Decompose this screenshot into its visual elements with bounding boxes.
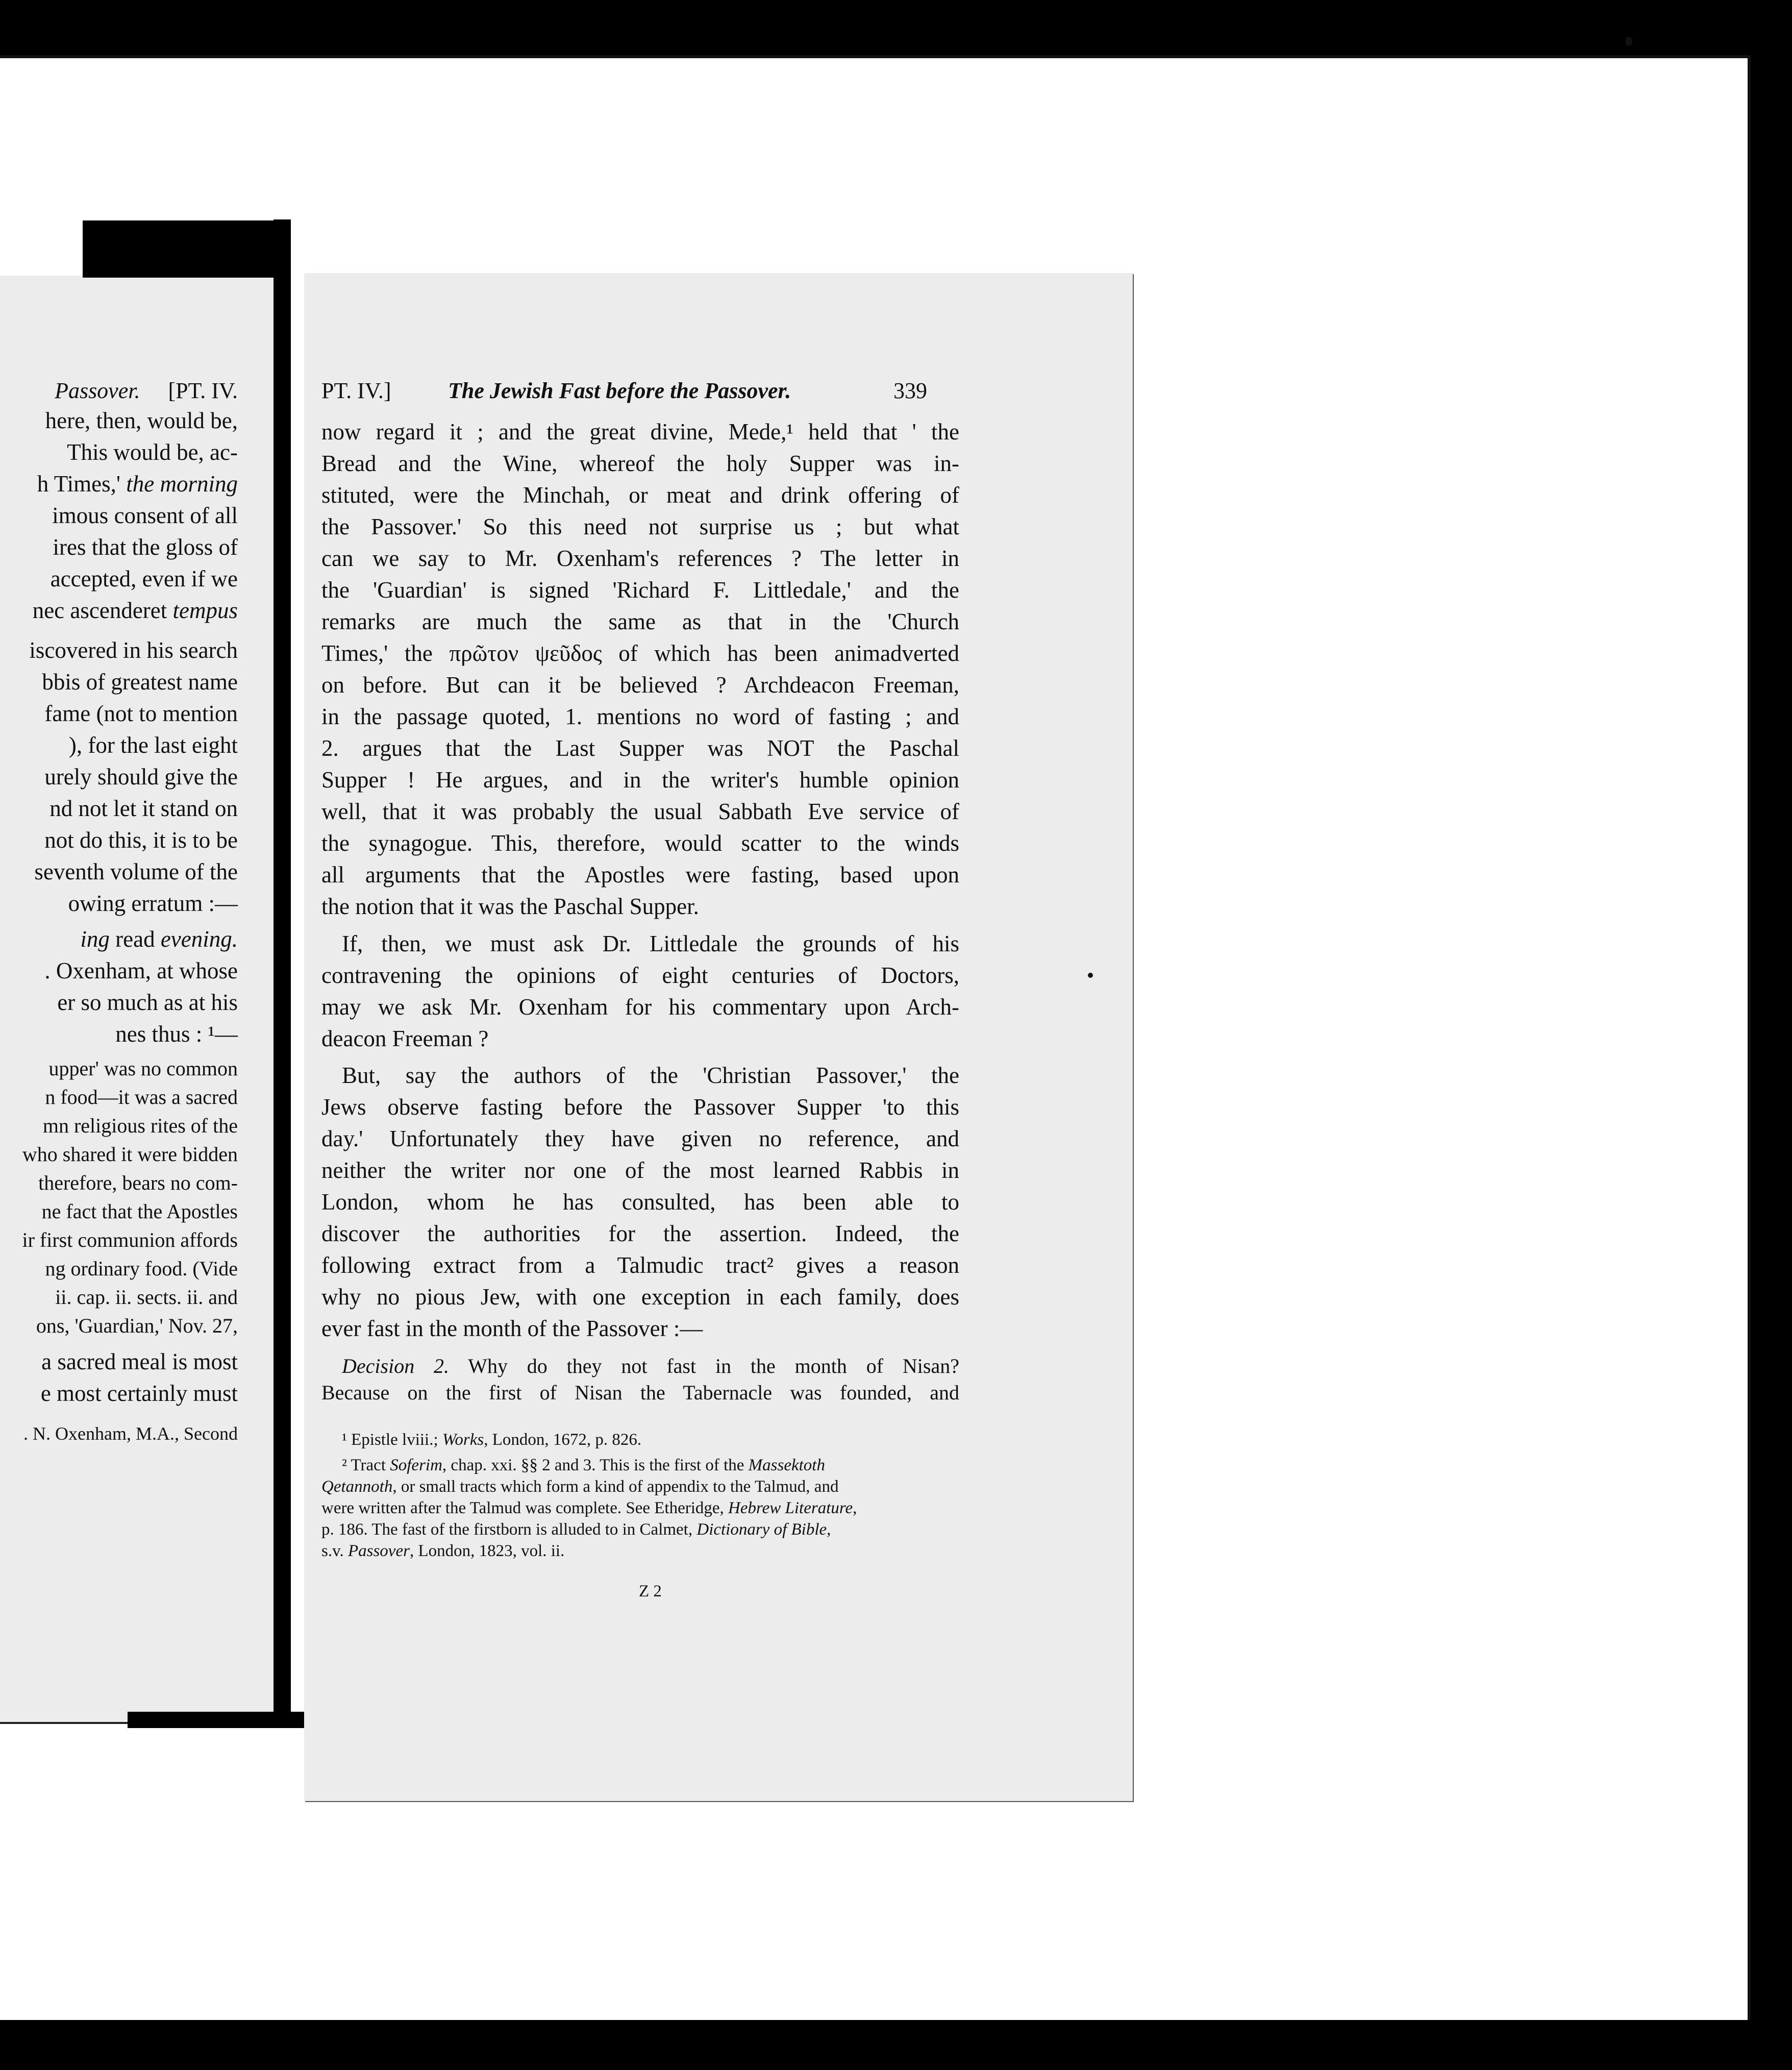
left-text-italic: evening. — [160, 926, 238, 952]
left-text-run: ires that the gloss of — [53, 534, 238, 560]
left-text-run: upper' was no common — [48, 1057, 238, 1080]
right-text-run: the 'Guardian' is signed 'Richard F. Littledale,' and the — [321, 577, 959, 603]
left-text-line — [49, 1056, 238, 1080]
right-text-run: London, whom he has consulted, has been able to — [321, 1189, 959, 1215]
footnote-run: , London, 1823, vol. ii. — [409, 1542, 565, 1560]
left-text-run: . Oxenham, at whose — [44, 958, 238, 983]
right-text-line — [321, 1094, 959, 1120]
footnote-run: , — [827, 1520, 831, 1539]
right-text-run: well, that it was probably the usual Sabbath Eve service of — [321, 799, 959, 824]
right-text-line — [321, 672, 959, 698]
right-text-run: may we ask Mr. Oxenham for his commentary upon Arch- — [321, 994, 959, 1020]
footnote-run: p. 186. The fast of the firstborn is alluded to in Calmet, — [321, 1520, 697, 1539]
footnote-italic: Hebrew Literature — [728, 1499, 853, 1517]
right-text-run: But, say the authors of the 'Christian Passover,' the — [342, 1063, 959, 1088]
footnote-italic: Soferim — [390, 1456, 442, 1474]
right-text-run: stituted, were the Minchah, or meat and drink offering of — [321, 482, 959, 508]
right-text-line — [321, 1220, 959, 1247]
right-text-line — [321, 798, 959, 825]
right-text-run: why no pious Jew, with one exception in each family, does — [321, 1284, 959, 1310]
right-text-line — [321, 1157, 959, 1184]
footnote-italic: Massektoth — [748, 1456, 825, 1474]
right-text-run: day.' Unfortunately they have given no reference, and — [321, 1126, 959, 1151]
left-text-line — [43, 1114, 238, 1138]
left-page — [0, 276, 275, 1724]
right-text-run: on before. But can it be believed ? Archdeacon Freeman, — [321, 672, 959, 698]
left-text-line — [44, 827, 238, 853]
footnote-line — [342, 1456, 825, 1475]
left-text-line — [52, 502, 238, 529]
left-text-run: n food—it was a sacred — [45, 1086, 238, 1108]
left-text-run: nd not let it stand on — [49, 796, 238, 821]
right-text-line — [321, 1252, 959, 1278]
left-text-line — [45, 407, 238, 434]
left-text-line — [38, 1171, 238, 1195]
left-text-line — [22, 1142, 238, 1166]
left-running-head — [55, 378, 238, 404]
left-text-run: ir first communion affords — [22, 1228, 238, 1251]
left-text-line — [45, 1256, 238, 1280]
left-text-line — [36, 1314, 238, 1338]
left-text-italic: ing — [80, 926, 110, 952]
right-text-line — [321, 1284, 959, 1310]
decision-label: Decision 2. — [342, 1354, 450, 1377]
footnote-italic: Dictionary of Bible — [696, 1520, 827, 1539]
right-text-line — [321, 450, 959, 477]
left-text-run: fame (not to mention — [44, 701, 238, 726]
left-text-line — [29, 637, 238, 663]
left-text-line — [42, 669, 238, 695]
left-text-line — [42, 1199, 238, 1223]
right-text-line — [321, 418, 959, 445]
left-text-run: bbis of greatest name — [42, 669, 238, 695]
left-text-line — [45, 1085, 238, 1109]
footnote-run: , chap. xxi. §§ 2 and 3. This is the first of the — [442, 1456, 749, 1474]
scanner-frame-top — [0, 0, 1792, 57]
left-text-line — [115, 1021, 238, 1047]
right-text-line — [321, 830, 959, 856]
right-text-line — [342, 1062, 959, 1089]
left-text-run: nes thus : ¹— — [115, 1021, 238, 1047]
right-text-line — [321, 703, 959, 730]
left-text-run: iscovered in his search — [29, 637, 238, 663]
footnote-run: , or small tracts which form a kind of appendix to the Talmud, and — [392, 1477, 839, 1496]
right-text-run: discover the authorities for the assertion. Indeed, the — [321, 1221, 959, 1246]
page-number: 339 — [893, 378, 927, 403]
left-text-line — [51, 565, 238, 592]
footnote-line — [342, 1431, 641, 1449]
right-text-run: all arguments that the Apostles were fasting, based upon — [321, 862, 959, 888]
right-text-run: 2. argues that the Last Supper was NOT the Paschal — [321, 735, 959, 761]
left-text-run: This would be, ac- — [67, 439, 238, 465]
right-text-line — [321, 1189, 959, 1215]
left-text-line — [34, 858, 238, 885]
book-spine-divider — [273, 219, 291, 1715]
right-text-run: deacon Freeman ? — [321, 1026, 489, 1051]
left-text-italic: tempus — [172, 598, 238, 623]
right-text-line — [321, 577, 959, 603]
left-text-line — [33, 597, 238, 624]
right-text-run: Jews observe fasting before the Passover Supper 'to this — [321, 1094, 959, 1120]
right-text-line — [321, 735, 959, 761]
left-text-run: . N. Oxenham, M.A., Second — [23, 1423, 238, 1444]
left-text-run: ne fact that the Apostles — [41, 1200, 238, 1223]
left-text-run: ii. cap. ii. sects. ii. and — [55, 1286, 238, 1309]
right-text-run: ever fast in the month of the Passover :— — [321, 1316, 703, 1341]
footnote-run: ¹ Epistle lviii.; — [342, 1431, 442, 1449]
left-text-run: read — [109, 926, 161, 952]
left-text-line — [68, 890, 238, 917]
left-running-title: Passover. — [55, 378, 140, 403]
left-text-run: ), for the last eight — [68, 732, 238, 758]
right-text-line — [321, 1025, 959, 1052]
right-text-run: If, then, we must ask Dr. Littledale the grounds of his — [342, 931, 959, 956]
left-text-line — [37, 471, 238, 497]
right-text-run: following extract from a Talmudic tract² gives a reason — [321, 1252, 959, 1278]
footnote-line — [321, 1542, 564, 1561]
footnote-run: were written after the Talmud was complete. See Etheridge, — [321, 1499, 729, 1517]
right-text-line — [321, 861, 959, 888]
right-text-run: can we say to Mr. Oxenham's references ? The letter in — [321, 546, 959, 571]
right-text-line — [321, 608, 959, 635]
right-text-run: the Passover.' So this need not surprise us ; but what — [321, 514, 959, 539]
left-text-line — [41, 1380, 238, 1407]
binding-tab — [83, 220, 285, 278]
footnote-italic: Passover — [347, 1542, 410, 1560]
footnote-run: , London, 1672, p. 826. — [484, 1431, 642, 1449]
right-text-line — [321, 513, 959, 540]
left-part-label: [PT. IV. — [168, 378, 238, 403]
left-text-run: here, then, would be, — [45, 408, 238, 433]
right-text-run: Bread and the Wine, whereof the holy Supper was in- — [321, 451, 959, 476]
right-text-line — [342, 1354, 959, 1378]
left-text-line — [55, 1285, 238, 1309]
right-text-line — [321, 1381, 959, 1404]
right-text-run: contravening the opinions of eight centuries of Doctors, — [321, 963, 959, 988]
left-text-run: mn religious rites of the — [42, 1114, 238, 1137]
left-text-run: seventh volume of the — [34, 859, 238, 884]
left-text-line — [53, 534, 238, 560]
right-text-run: Because on the first of Nisan the Tabernacle was founded, and — [321, 1381, 959, 1404]
left-text-line — [49, 795, 238, 822]
footnote-run: s.v. — [321, 1542, 348, 1560]
right-text-run: the synagogue. This, therefore, would scatter to the winds — [321, 830, 959, 856]
footnote-italic: Works — [442, 1431, 484, 1449]
left-text-line — [41, 1348, 238, 1375]
left-text-run: accepted, even if we — [50, 566, 238, 592]
right-text-line — [321, 767, 959, 793]
right-text-run: Times,' the πρῶτον ψεῦδος of which has been animadverted — [321, 640, 959, 666]
left-text-line — [23, 1423, 238, 1444]
right-text-line — [321, 545, 959, 572]
right-text-line — [321, 640, 959, 667]
left-text-run: ons, 'Guardian,' Nov. 27, — [36, 1314, 238, 1337]
footnote-italic: Qetannoth — [321, 1477, 393, 1496]
left-text-line — [44, 957, 238, 984]
right-text-line — [321, 1125, 959, 1152]
left-text-run: er so much as at his — [57, 990, 238, 1015]
right-text-run: in the passage quoted, 1. mentions no word of fasting ; and — [321, 704, 959, 729]
left-text-line — [67, 439, 238, 465]
left-text-italic: the morning — [126, 471, 238, 497]
right-part-label: PT. IV.] — [321, 378, 391, 403]
right-running-title: The Jewish Fast before the Passover. — [448, 378, 791, 403]
left-text-run: not do this, it is to be — [44, 827, 238, 853]
right-text-line — [321, 893, 959, 920]
right-text-line — [321, 994, 959, 1020]
left-text-line — [44, 763, 238, 790]
signature-mark: Z 2 — [639, 1582, 662, 1600]
left-text-line — [22, 1228, 238, 1252]
footnote-line — [321, 1477, 838, 1496]
left-text-run: therefore, bears no com- — [38, 1171, 238, 1194]
footnote-run: , — [853, 1499, 857, 1517]
right-text-line — [342, 930, 959, 957]
right-text-run: neither the writer nor one of the most learned Rabbis in — [321, 1157, 959, 1183]
left-text-run: who shared it were bidden — [22, 1143, 238, 1166]
right-text-run: now regard it ; and the great divine, Mede,¹ held that ' the — [321, 419, 959, 445]
scanner-frame-bottom — [0, 2020, 1792, 2070]
footnote-line — [321, 1520, 831, 1539]
right-text-run: Why do they not fast in the month of Nisan? — [468, 1354, 959, 1377]
left-text-line — [69, 732, 238, 758]
right-text-line — [321, 482, 959, 508]
left-text-run: owing erratum :— — [68, 891, 238, 916]
left-text-line — [80, 926, 238, 952]
scan-speck — [1625, 37, 1632, 46]
footnote-line — [321, 1499, 857, 1518]
left-text-line — [57, 989, 238, 1016]
right-text-line — [321, 962, 959, 989]
right-page — [304, 273, 1133, 1801]
right-text-run: remarks are much the same as that in the 'Church — [321, 609, 959, 634]
scan-speck — [1088, 973, 1093, 978]
right-text-run: the notion that it was the Paschal Supper. — [321, 894, 699, 919]
left-text-line — [44, 700, 238, 727]
left-text-run: urely should give the — [44, 764, 238, 790]
left-text-run: h Times,' — [37, 471, 127, 497]
right-text-run: Supper ! He argues, and in the writer's humble opinion — [321, 767, 959, 793]
left-text-run: nec ascenderet — [32, 598, 173, 623]
footnote-run: ² Tract — [342, 1456, 390, 1474]
left-text-run: imous consent of all — [52, 503, 238, 528]
right-text-line — [321, 1315, 959, 1342]
left-text-run: a sacred meal is most — [41, 1349, 238, 1374]
binding-foot — [128, 1712, 325, 1728]
left-text-run: e most certainly must — [40, 1381, 238, 1406]
left-text-run: ng ordinary food. (Vide — [45, 1257, 238, 1280]
